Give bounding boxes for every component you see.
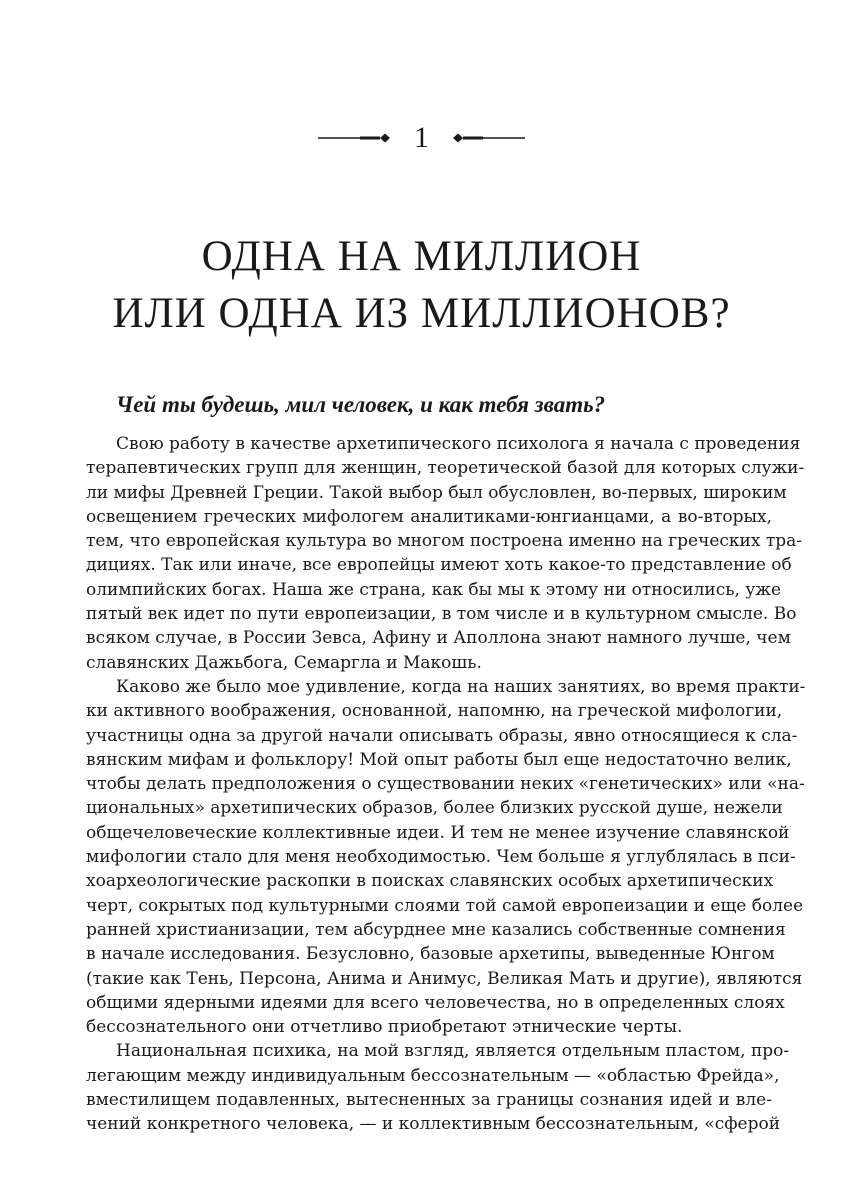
text-line: освещением греческих мифологем аналитиками-юнгианцами, а во-вторых, <box>86 506 772 527</box>
text-line: циональных» архетипических образов, более близких русской душе, нежели <box>86 798 783 819</box>
text-line: хоархеологические раскопки в поисках славянских особых архетипических <box>86 871 774 892</box>
text-line: ки активного воображения, основанной, напомню, на греческой мифологии, <box>86 701 783 722</box>
text-line: ли мифы Древней Греции. Такой выбор был обусловлен, во-первых, широким <box>86 482 787 503</box>
body-text <box>86 432 806 1137</box>
chapter-title <box>0 228 843 342</box>
chapter-title-line: ИЛИ ОДНА ИЗ МИЛЛИОНОВ? <box>112 290 731 337</box>
text-line: легающим между индивидуальным бессознательным — «областью Фрейда», <box>86 1065 780 1086</box>
text-line: всяком случае, в России Зевса, Афину и Аполлона знают намного лучше, чем <box>86 628 791 649</box>
text-line: пятый век идет по пути европеизации, в том числе и в культурном смысле. Во <box>86 604 797 625</box>
text-line: ранней христианизации, тем абсурднее мне казались собственные сомнения <box>86 919 786 940</box>
text-line: бессознательного они отчетливо приобретают этнические черты. <box>86 1017 683 1038</box>
text-line: чтобы делать предположения о существовании неких «генетических» или «на- <box>86 774 805 795</box>
text-line: Свою работу в качестве архетипического психолога я начала с проведения <box>116 434 801 454</box>
text-line: славянских Дажьбога, Семаргла и Макошь. <box>86 652 482 673</box>
text-line: участницы одна за другой начали описывать образы, явно относящиеся к сла- <box>86 725 798 746</box>
text-line: черт, сокрытых под культурными слоями той самой европеизации и еще более <box>86 895 804 916</box>
text-line: Национальная психика, на мой взгляд, является отдельным пластом, про- <box>116 1041 790 1062</box>
text-line: в начале исследования. Безусловно, базовые архетипы, выведенные Юнгом <box>86 944 775 965</box>
text-line: (такие как Тень, Персона, Анима и Анимус, Великая Мать и другие), являются <box>86 968 803 989</box>
chapter-number: 1 <box>414 121 429 154</box>
text-line: дициях. Так или иначе, все европейцы имеют хоть какое-то представление об <box>86 555 792 576</box>
text-line: чений конкретного человека, — и коллективным бессознательным, «сферой <box>86 1114 781 1135</box>
text-line: олимпийских богах. Наша же страна, как бы мы к этому ни относились, уже <box>86 579 782 600</box>
paragraph <box>86 1039 790 1136</box>
chapter-title-line: ОДНА НА МИЛЛИОН <box>201 233 642 280</box>
text-line: общечеловеческие коллективные идеи. И тем не менее изучение славянской <box>86 822 790 843</box>
section-heading: Чей ты будешь, мил человек, и как тебя звать? <box>116 392 606 417</box>
text-line: мифологии стало для меня необходимостью. Чем больше я углублялась в пси- <box>86 847 796 868</box>
chapter-header <box>0 118 843 158</box>
left-ornament-icon <box>318 131 392 145</box>
text-line: вместилищем подавленных, вытесненных за границы сознания идей и вле- <box>86 1090 772 1111</box>
text-line: тем, что европейская культура во многом построена именно на греческих тра- <box>86 531 803 552</box>
text-line: общими ядерными идеями для всего человечества, но в определенных слоях <box>86 992 785 1013</box>
text-line: вянским мифам и фольклору! Мой опыт работы был еще недостаточно велик, <box>86 749 792 770</box>
paragraph <box>86 675 806 1039</box>
paragraph <box>86 432 805 675</box>
right-ornament-icon <box>451 131 525 145</box>
text-line: Каково же было мое удивление, когда на наших занятиях, во время практи- <box>116 676 806 697</box>
text-line: терапевтических групп для женщин, теоретической базой для которых служи- <box>86 458 805 479</box>
